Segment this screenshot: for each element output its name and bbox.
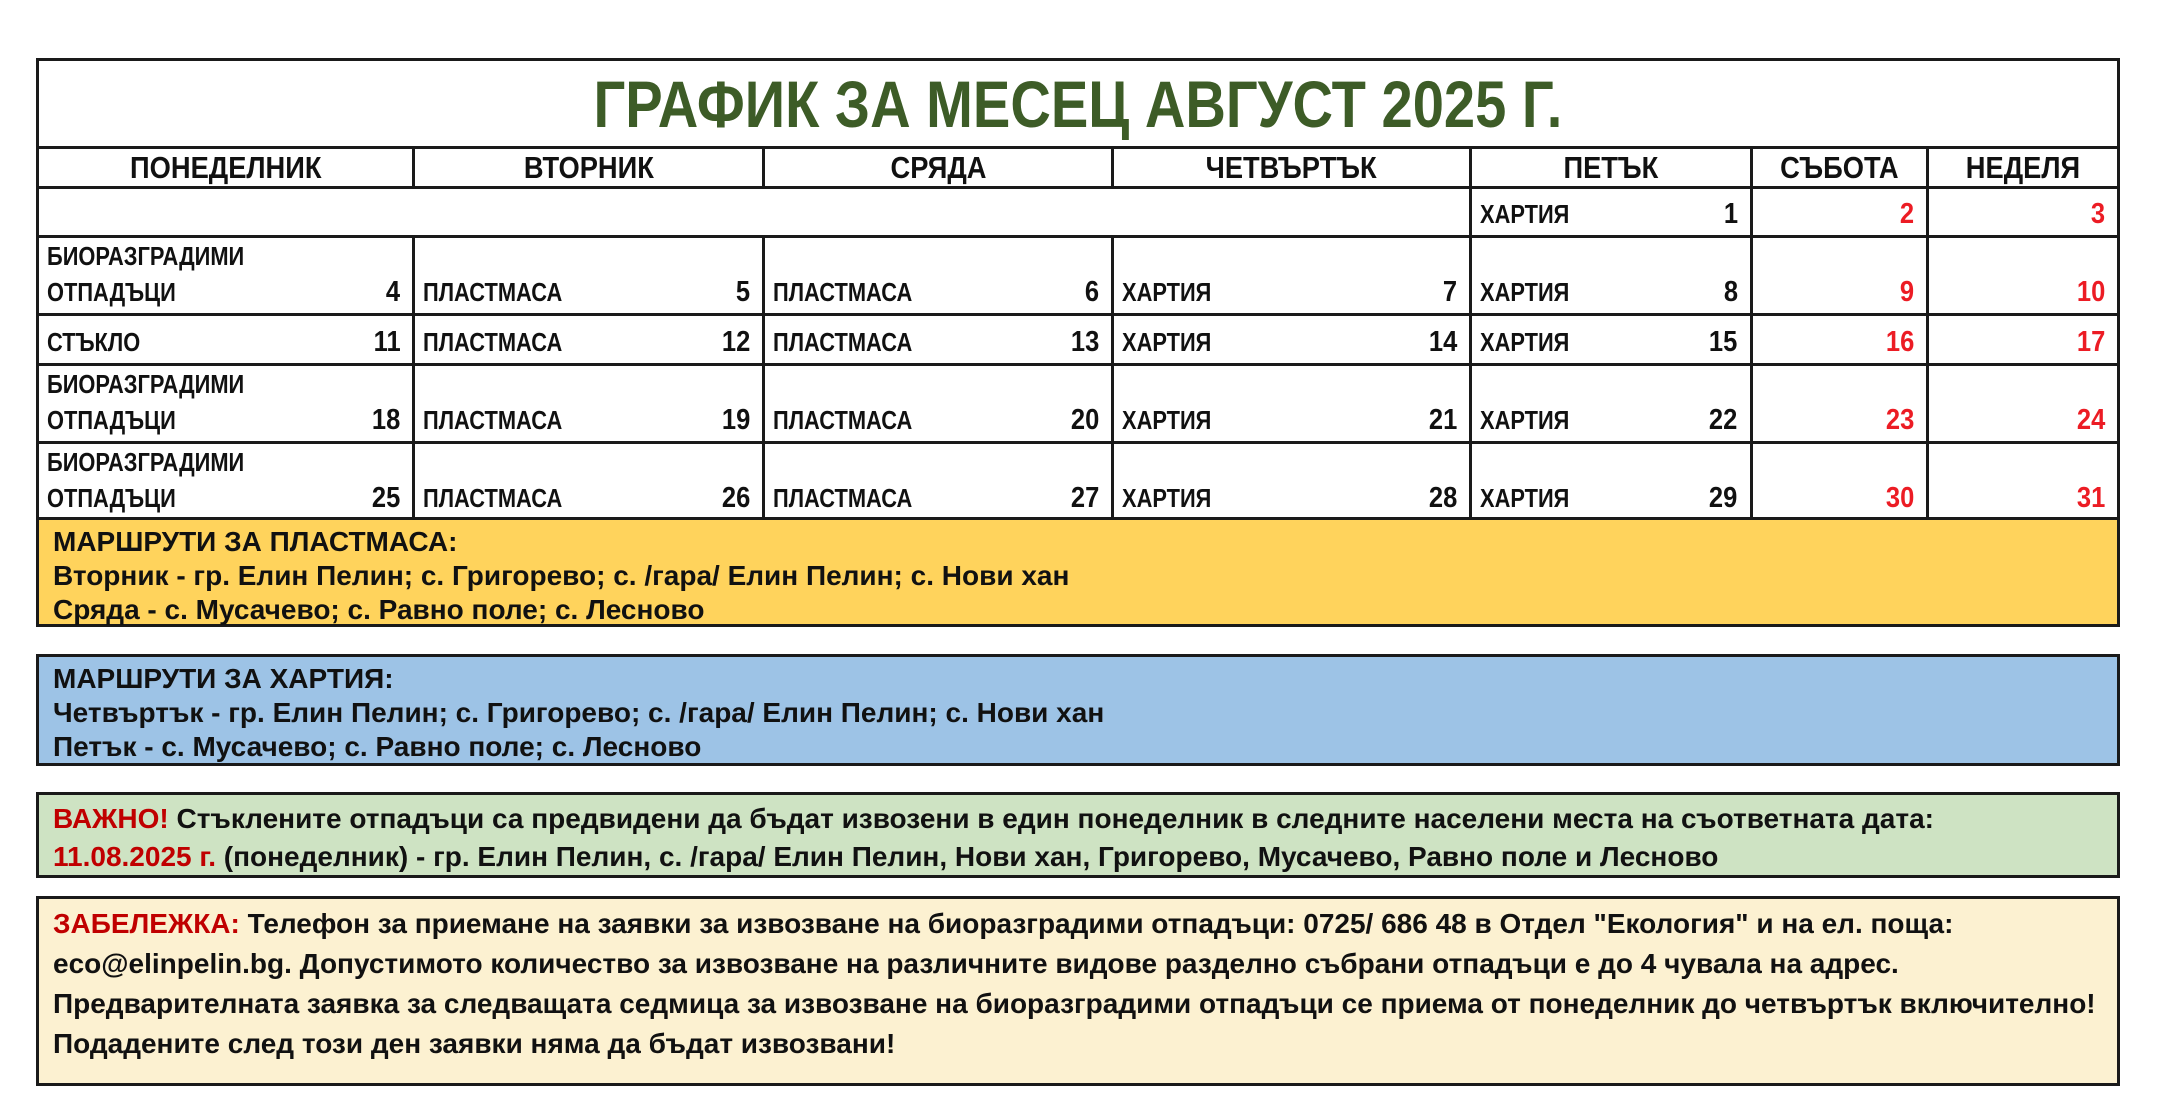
route-line: Сряда - с. Мусачево; с. Равно поле; с. Лесново <box>53 594 705 625</box>
week-row-1 <box>38 188 2119 237</box>
remark-note-paragraph <box>53 904 2103 1064</box>
cell-aug-13: ПЛАСТМАСА 13 <box>764 315 1112 365</box>
important-label: ВАЖНО! <box>53 803 169 834</box>
plastic-routes-title: МАРШРУТИ ЗА ПЛАСТМАСА: <box>53 526 458 557</box>
page-title: ГРАФИК ЗА МЕСЕЦ АВГУСТ 2025 Г. <box>593 66 1563 141</box>
remark-text: Телефон за приемане на заявки за извозване на биоразградими отпадъци: 0725/ 686 48 в Отдел "Екология" и на ел. поща: eco@elinpelin.bg. Допустимото количество за извозване на различните видове разделно събрани отпадъци е до 4 чувала на адрес. Предварителната заявка за следващата седмица за извозване на биоразградими отпадъци се приема от понеделник до четвъртък включително! Подадените след този ден заявки няма да бъдат извозвани! <box>53 908 2096 1059</box>
week-row-2 <box>38 237 2119 315</box>
cell-aug-22: ХАРТИЯ 22 <box>1471 365 1752 443</box>
cell-aug-9: 9 <box>1751 237 1928 315</box>
cell-aug-27: ПЛАСТМАСА 27 <box>764 443 1112 521</box>
schedule-table <box>36 58 2120 522</box>
cell-empty <box>38 188 1471 237</box>
cell-aug-17: 17 <box>1928 315 2119 365</box>
cell-aug-10: 10 <box>1928 237 2119 315</box>
cell-aug-29: ХАРТИЯ 29 <box>1471 443 1752 521</box>
cell-aug-16: 16 <box>1751 315 1928 365</box>
title-cell <box>38 60 2119 148</box>
cell-aug-23: 23 <box>1751 365 1928 443</box>
cell-aug-5: ПЛАСТМАСА 5 <box>414 237 764 315</box>
day-header-сряда: СРЯДА <box>764 148 1112 188</box>
remark-label: ЗАБЕЛЕЖКА: <box>53 908 240 939</box>
day-header-неделя: НЕДЕЛЯ <box>1928 148 2119 188</box>
calendar-body <box>38 188 2119 521</box>
cell-aug-19: ПЛАСТМАСА 19 <box>414 365 764 443</box>
cell-aug-2: 2 <box>1751 188 1928 237</box>
cell-aug-14: ХАРТИЯ 14 <box>1112 315 1470 365</box>
cell-aug-28: ХАРТИЯ 28 <box>1112 443 1470 521</box>
cell-aug-20: ПЛАСТМАСА 20 <box>764 365 1112 443</box>
day-header-четвъртък: ЧЕТВЪРТЪК <box>1112 148 1470 188</box>
cell-aug-12: ПЛАСТМАСА 12 <box>414 315 764 365</box>
important-note-line-2 <box>53 838 2103 876</box>
remark-note-box <box>36 896 2120 1086</box>
paper-routes-lines <box>53 696 2103 764</box>
day-header-събота: СЪБОТА <box>1751 148 1928 188</box>
cell-aug-4: БИОРАЗГРАДИМИ ОТПАДЪЦИ 4 <box>38 237 414 315</box>
cell-aug-15: ХАРТИЯ 15 <box>1471 315 1752 365</box>
important-date: 11.08.2025 г. <box>53 841 217 872</box>
cell-aug-31: 31 <box>1928 443 2119 521</box>
cell-aug-18: БИОРАЗГРАДИМИ ОТПАДЪЦИ 18 <box>38 365 414 443</box>
plastic-routes-box <box>36 517 2120 627</box>
plastic-routes-lines <box>53 559 2103 627</box>
important-note-box <box>36 792 2120 878</box>
day-header-row <box>38 148 2119 188</box>
route-line: Четвъртък - гр. Елин Пелин; с. Григорево; с. /гара/ Елин Пелин; с. Нови хан <box>53 697 1105 728</box>
cell-aug-3: 3 <box>1928 188 2119 237</box>
day-header-вторник: ВТОРНИК <box>414 148 764 188</box>
day-header-понеделник: ПОНЕДЕЛНИК <box>38 148 414 188</box>
important-text: Стъклените отпадъци са предвидени да бъдат извозени в един понеделник в следните населени места на съответната дата: <box>168 803 1934 834</box>
week-row-5 <box>38 443 2119 521</box>
cell-aug-7: ХАРТИЯ 7 <box>1112 237 1470 315</box>
cell-aug-21: ХАРТИЯ 21 <box>1112 365 1470 443</box>
cell-aug-8: ХАРТИЯ 8 <box>1471 237 1752 315</box>
week-row-4 <box>38 365 2119 443</box>
cell-aug-25: БИОРАЗГРАДИМИ ОТПАДЪЦИ 25 <box>38 443 414 521</box>
route-line: Вторник - гр. Елин Пелин; с. Григорево; с. /гара/ Елин Пелин; с. Нови хан <box>53 560 1070 591</box>
cell-aug-26: ПЛАСТМАСА 26 <box>414 443 764 521</box>
route-line: Петък - с. Мусачево; с. Равно поле; с. Лесново <box>53 731 702 762</box>
cell-aug-11: СТЪКЛО 11 <box>38 315 414 365</box>
important-date-text: (понеделник) - гр. Елин Пелин, с. /гара/ Елин Пелин, Нови хан, Григорево, Мусачево, Равно поле и Лесново <box>216 841 1719 872</box>
title-row <box>38 60 2119 148</box>
day-header-петък: ПЕТЪК <box>1471 148 1752 188</box>
paper-routes-title: МАРШРУТИ ЗА ХАРТИЯ: <box>53 663 394 694</box>
paper-routes-box <box>36 654 2120 766</box>
important-note-line-1 <box>53 800 2103 838</box>
week-row-3 <box>38 315 2119 365</box>
cell-aug-6: ПЛАСТМАСА 6 <box>764 237 1112 315</box>
cell-aug-24: 24 <box>1928 365 2119 443</box>
cell-aug-30: 30 <box>1751 443 1928 521</box>
cell-aug-1: ХАРТИЯ 1 <box>1471 188 1752 237</box>
